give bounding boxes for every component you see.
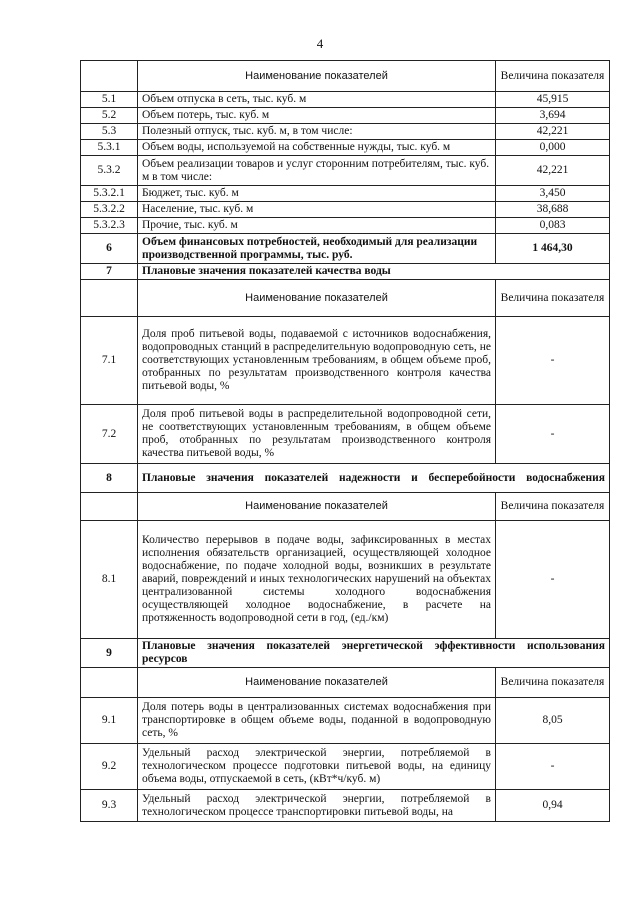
row-name: Полезный отпуск, тыс. куб. м, в том числе: [138, 124, 496, 140]
row-number: 9.3 [81, 790, 138, 822]
section-heading-row [81, 464, 610, 493]
row-number: 5.3 [81, 124, 138, 140]
row-value: 8,05 [496, 698, 610, 744]
row-value: - [496, 744, 610, 790]
row-number: 5.1 [81, 92, 138, 108]
table-row [81, 698, 610, 744]
row-name: Удельный расход электрической энергии, потребляемой в технологическом процессе подготовки питьевой воды, на единицу объема воды, отпускаемой в сеть, (кВт*ч/куб. м) [138, 744, 496, 790]
table-row [81, 405, 610, 464]
table-row [81, 744, 610, 790]
header-name-cell: Наименование показателей [138, 493, 496, 521]
row-number: 5.3.2.2 [81, 202, 138, 218]
table-row [81, 521, 610, 639]
row-name: Удельный расход электрической энергии, потребляемой в технологическом процессе транспортировки питьевой воды, на [138, 790, 496, 822]
header-name-cell: Наименование показателей [138, 668, 496, 698]
row-name: Прочие, тыс. куб. м [138, 218, 496, 234]
header-name-cell: Наименование показателей [138, 61, 496, 92]
row-name: Доля проб питьевой воды в распределительной водопроводной сети, не соответствующих установленным требованиям, в общем объеме проб, отобранных по результатам производственного контроля качества питьевой воды, % [138, 405, 496, 464]
row-value: 0,000 [496, 140, 610, 156]
row-name: Объем потерь, тыс. куб. м [138, 108, 496, 124]
section-number: 9 [81, 639, 138, 668]
page-number: 4 [316, 36, 324, 51]
section-heading-row [81, 639, 610, 668]
row-number: 7.1 [81, 317, 138, 405]
section-title: Плановые значения показателей качества воды [138, 264, 610, 280]
header-num-cell [81, 61, 138, 92]
table-row [81, 790, 610, 822]
row-value: 0,94 [496, 790, 610, 822]
table-header-row [81, 280, 610, 317]
header-num-cell [81, 668, 138, 698]
row-value: - [496, 405, 610, 464]
table-row [81, 124, 610, 140]
row-number: 5.3.2.3 [81, 218, 138, 234]
row-number: 6 [81, 234, 138, 264]
row-number: 8.1 [81, 521, 138, 639]
table-row [81, 317, 610, 405]
section-number: 8 [81, 464, 138, 493]
section-title: Плановые значения показателей надежности и бесперебойности водоснабжения [138, 464, 610, 493]
row-name: Население, тыс. куб. м [138, 202, 496, 218]
header-value-cell: Величина показателя [496, 668, 610, 698]
table-header-row [81, 668, 610, 698]
header-value-cell: Величина показателя [496, 493, 610, 521]
indicators-table [80, 60, 610, 822]
table-header-row [81, 493, 610, 521]
table-row [81, 92, 610, 108]
header-num-cell [81, 493, 138, 521]
row-name: Доля проб питьевой воды, подаваемой с источников водоснабжения, водопроводных станций в распределительную водопроводную сеть, не соответствующих установленным требованиям, в общем объеме проб, отобранных по результатам производственного контроля качества питьевой воды, % [138, 317, 496, 405]
table-row [81, 140, 610, 156]
section-heading-row [81, 264, 610, 280]
table-row [81, 186, 610, 202]
row-value: 45,915 [496, 92, 610, 108]
row-value: 42,221 [496, 124, 610, 140]
row-value: 3,694 [496, 108, 610, 124]
section-number: 7 [81, 264, 138, 280]
row-value: 42,221 [496, 156, 610, 186]
table-row [81, 156, 610, 186]
row-name: Объем воды, используемой на собственные нужды, тыс. куб. м [138, 140, 496, 156]
table-row [81, 202, 610, 218]
table-row [81, 108, 610, 124]
header-value-cell: Величина показателя [496, 280, 610, 317]
row-number: 5.3.2.1 [81, 186, 138, 202]
row-value: 38,688 [496, 202, 610, 218]
row-value: - [496, 521, 610, 639]
row-name: Бюджет, тыс. куб. м [138, 186, 496, 202]
header-value-cell: Величина показателя [496, 61, 610, 92]
table-header-row [81, 61, 610, 92]
header-name-cell: Наименование показателей [138, 280, 496, 317]
row-value: - [496, 317, 610, 405]
row-name: Объем реализации товаров и услуг сторонним потребителям, тыс. куб. м в том числе: [138, 156, 496, 186]
row-value: 0,083 [496, 218, 610, 234]
row-name: Объем финансовых потребностей, необходимый для реализации производственной программы, тыс. руб. [138, 234, 496, 264]
row-number: 9.1 [81, 698, 138, 744]
row-number: 7.2 [81, 405, 138, 464]
row-value: 1 464,30 [496, 234, 610, 264]
table-row [81, 234, 610, 264]
row-name: Доля потерь воды в централизованных системах водоснабжения при транспортировке в общем объеме воды, поданной в водопроводную сеть, % [138, 698, 496, 744]
row-name: Объем отпуска в сеть, тыс. куб. м [138, 92, 496, 108]
row-name: Количество перерывов в подаче воды, зафиксированных в местах исполнения обязательств организацией, осуществляющей холодное водоснабжение, по подаче холодной воды, возникших в результате аварий, повреждений и иных технологических нарушений на объектах централизованной системы холодного водоснабжения осуществляющей холодное водоснабжение, в расчете на протяженность водопроводной сети в год, (ед./км) [138, 521, 496, 639]
table-row [81, 218, 610, 234]
section-title: Плановые значения показателей энергетической эффективности использования ресурсов [138, 639, 610, 668]
row-number: 5.3.2 [81, 156, 138, 186]
row-number: 9.2 [81, 744, 138, 790]
row-value: 3,450 [496, 186, 610, 202]
row-number: 5.2 [81, 108, 138, 124]
row-number: 5.3.1 [81, 140, 138, 156]
header-num-cell [81, 280, 138, 317]
